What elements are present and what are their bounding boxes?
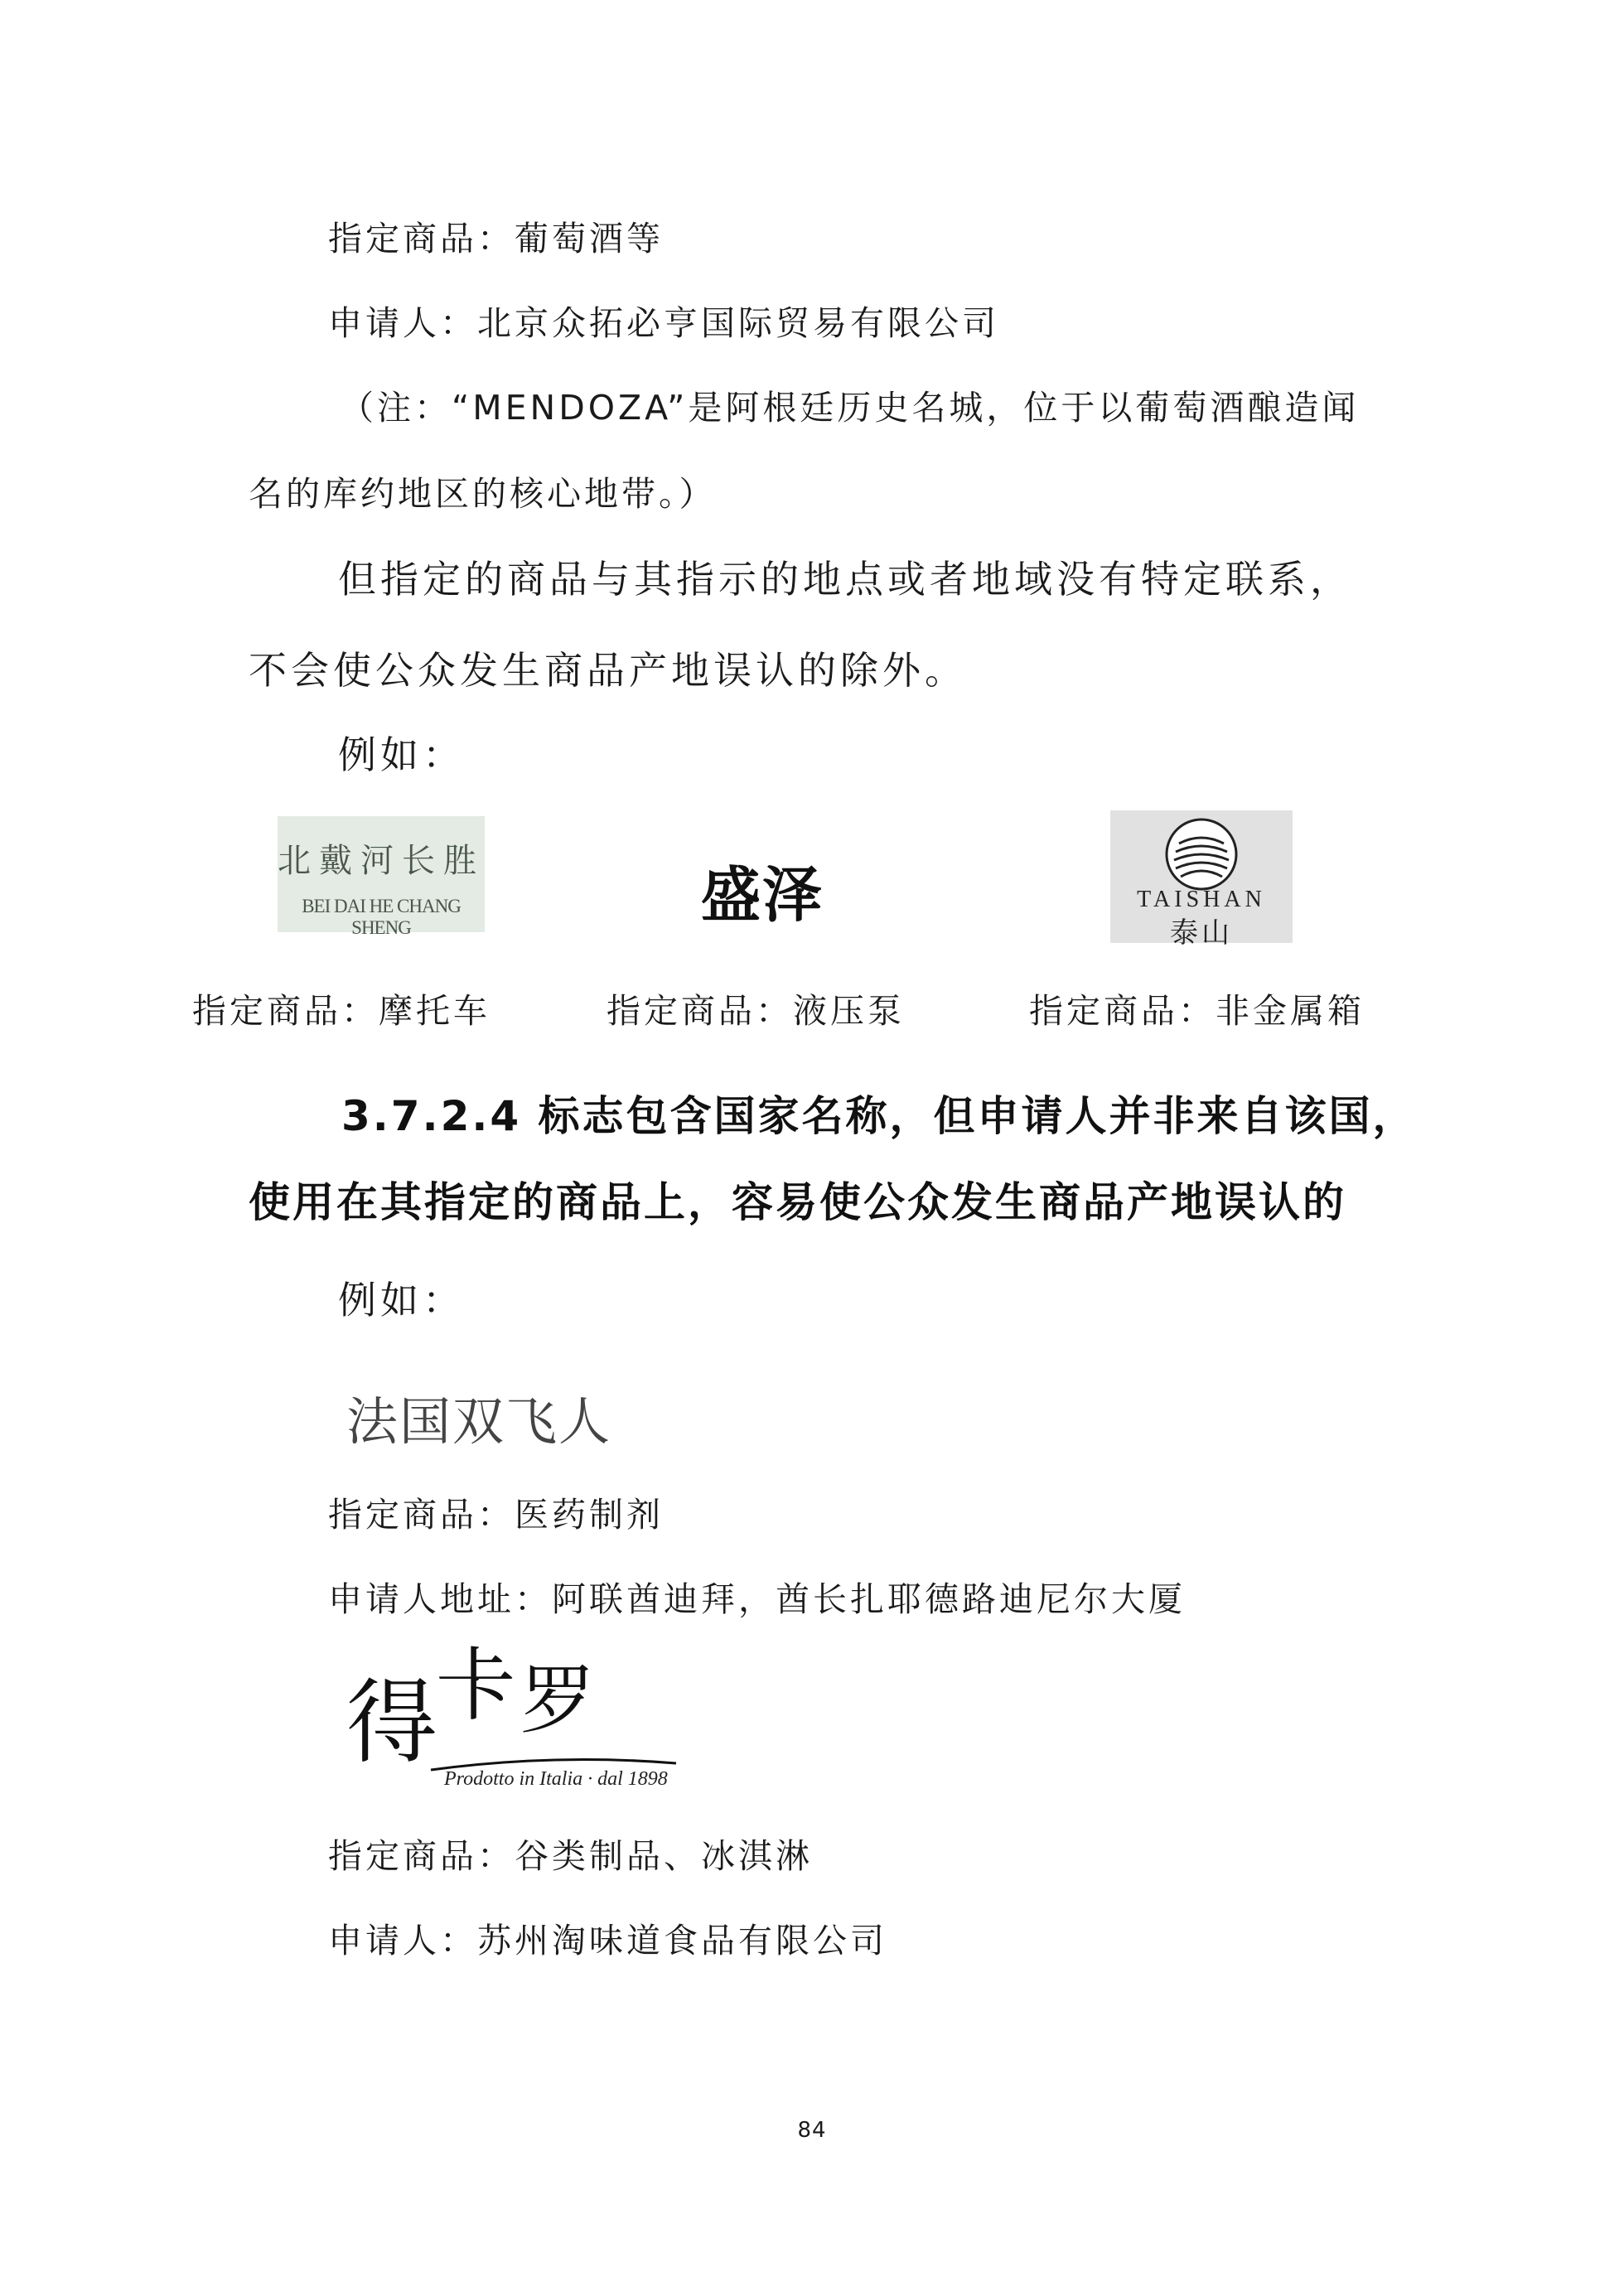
- logo-dekaluo-subtitle: Prodotto in Italia · dal 1898: [444, 1768, 668, 1790]
- logo-france-text: 法国双飞人: [346, 1391, 612, 1452]
- logo-taishan: [1110, 810, 1293, 950]
- logo-shengze: [688, 840, 837, 930]
- logo-dekaluo-char-2: 卡: [436, 1639, 515, 1732]
- logo-beidaihe-pinyin: BEI DAI HE CHANG SHENG: [302, 896, 461, 938]
- logo-taishan-cn: 泰山: [1170, 916, 1233, 950]
- section-heading-line-1: 3.7.2.4 标志包含国家名称，但申请人并非来自该国，: [341, 1092, 1417, 1140]
- logo-dekaluo-char-3: 罗: [520, 1657, 595, 1744]
- applicant-beijing: 申请人：北京众拓必亨国际贸易有限公司: [328, 303, 999, 343]
- logo-dekaluo-char-1: 得: [346, 1670, 437, 1776]
- paragraph-line-2: 不会使公众发生商品产地误认的除外。: [249, 648, 967, 693]
- section-heading-line-2: 使用在其指定的商品上，容易使公众发生商品产地误认的: [249, 1178, 1346, 1226]
- designated-goods-pharma: 指定商品：医药制剂: [328, 1495, 664, 1535]
- designated-goods-wine: 指定商品：葡萄酒等: [328, 219, 664, 259]
- caption-motorcycle: 指定商品：摩托车: [192, 991, 491, 1031]
- logo-beidaihe-changsheng: [278, 816, 485, 938]
- caption-nonmetal-box: 指定商品：非金属箱: [1029, 991, 1365, 1031]
- caption-hydraulic-pump: 指定商品：液压泵: [607, 991, 905, 1031]
- note-line-1: （注：“MENDOZA”是阿根廷历史名城，位于以葡萄酒酿造闻: [340, 388, 1360, 428]
- logo-taishan-en: TAISHAN: [1137, 887, 1266, 912]
- logo-beidaihe-cn: 北戴河长胜: [278, 842, 485, 880]
- logo-dekaluo: [346, 1639, 678, 1803]
- taishan-emblem-icon: [1164, 817, 1239, 892]
- page-number: 84: [797, 2118, 827, 2143]
- designated-goods-cereal: 指定商品：谷类制品、冰淇淋: [328, 1836, 813, 1876]
- applicant-suzhou: 申请人：苏州淘味道食品有限公司: [328, 1921, 887, 1960]
- example-label-2: 例如：: [338, 1278, 465, 1322]
- logo-france-shuangfeiren: [346, 1375, 628, 1450]
- logo-shengze-text: 盛泽: [700, 860, 824, 930]
- applicant-address-dubai: 申请人地址：阿联酋迪拜，酋长扎耶德路迪尼尔大厦: [328, 1579, 1186, 1619]
- example-label-1: 例如：: [338, 732, 465, 777]
- note-line-2: 名的库约地区的核心地带。）: [249, 474, 717, 514]
- paragraph-line-1: 但指定的商品与其指示的地点或者地域没有特定联系，: [338, 557, 1352, 602]
